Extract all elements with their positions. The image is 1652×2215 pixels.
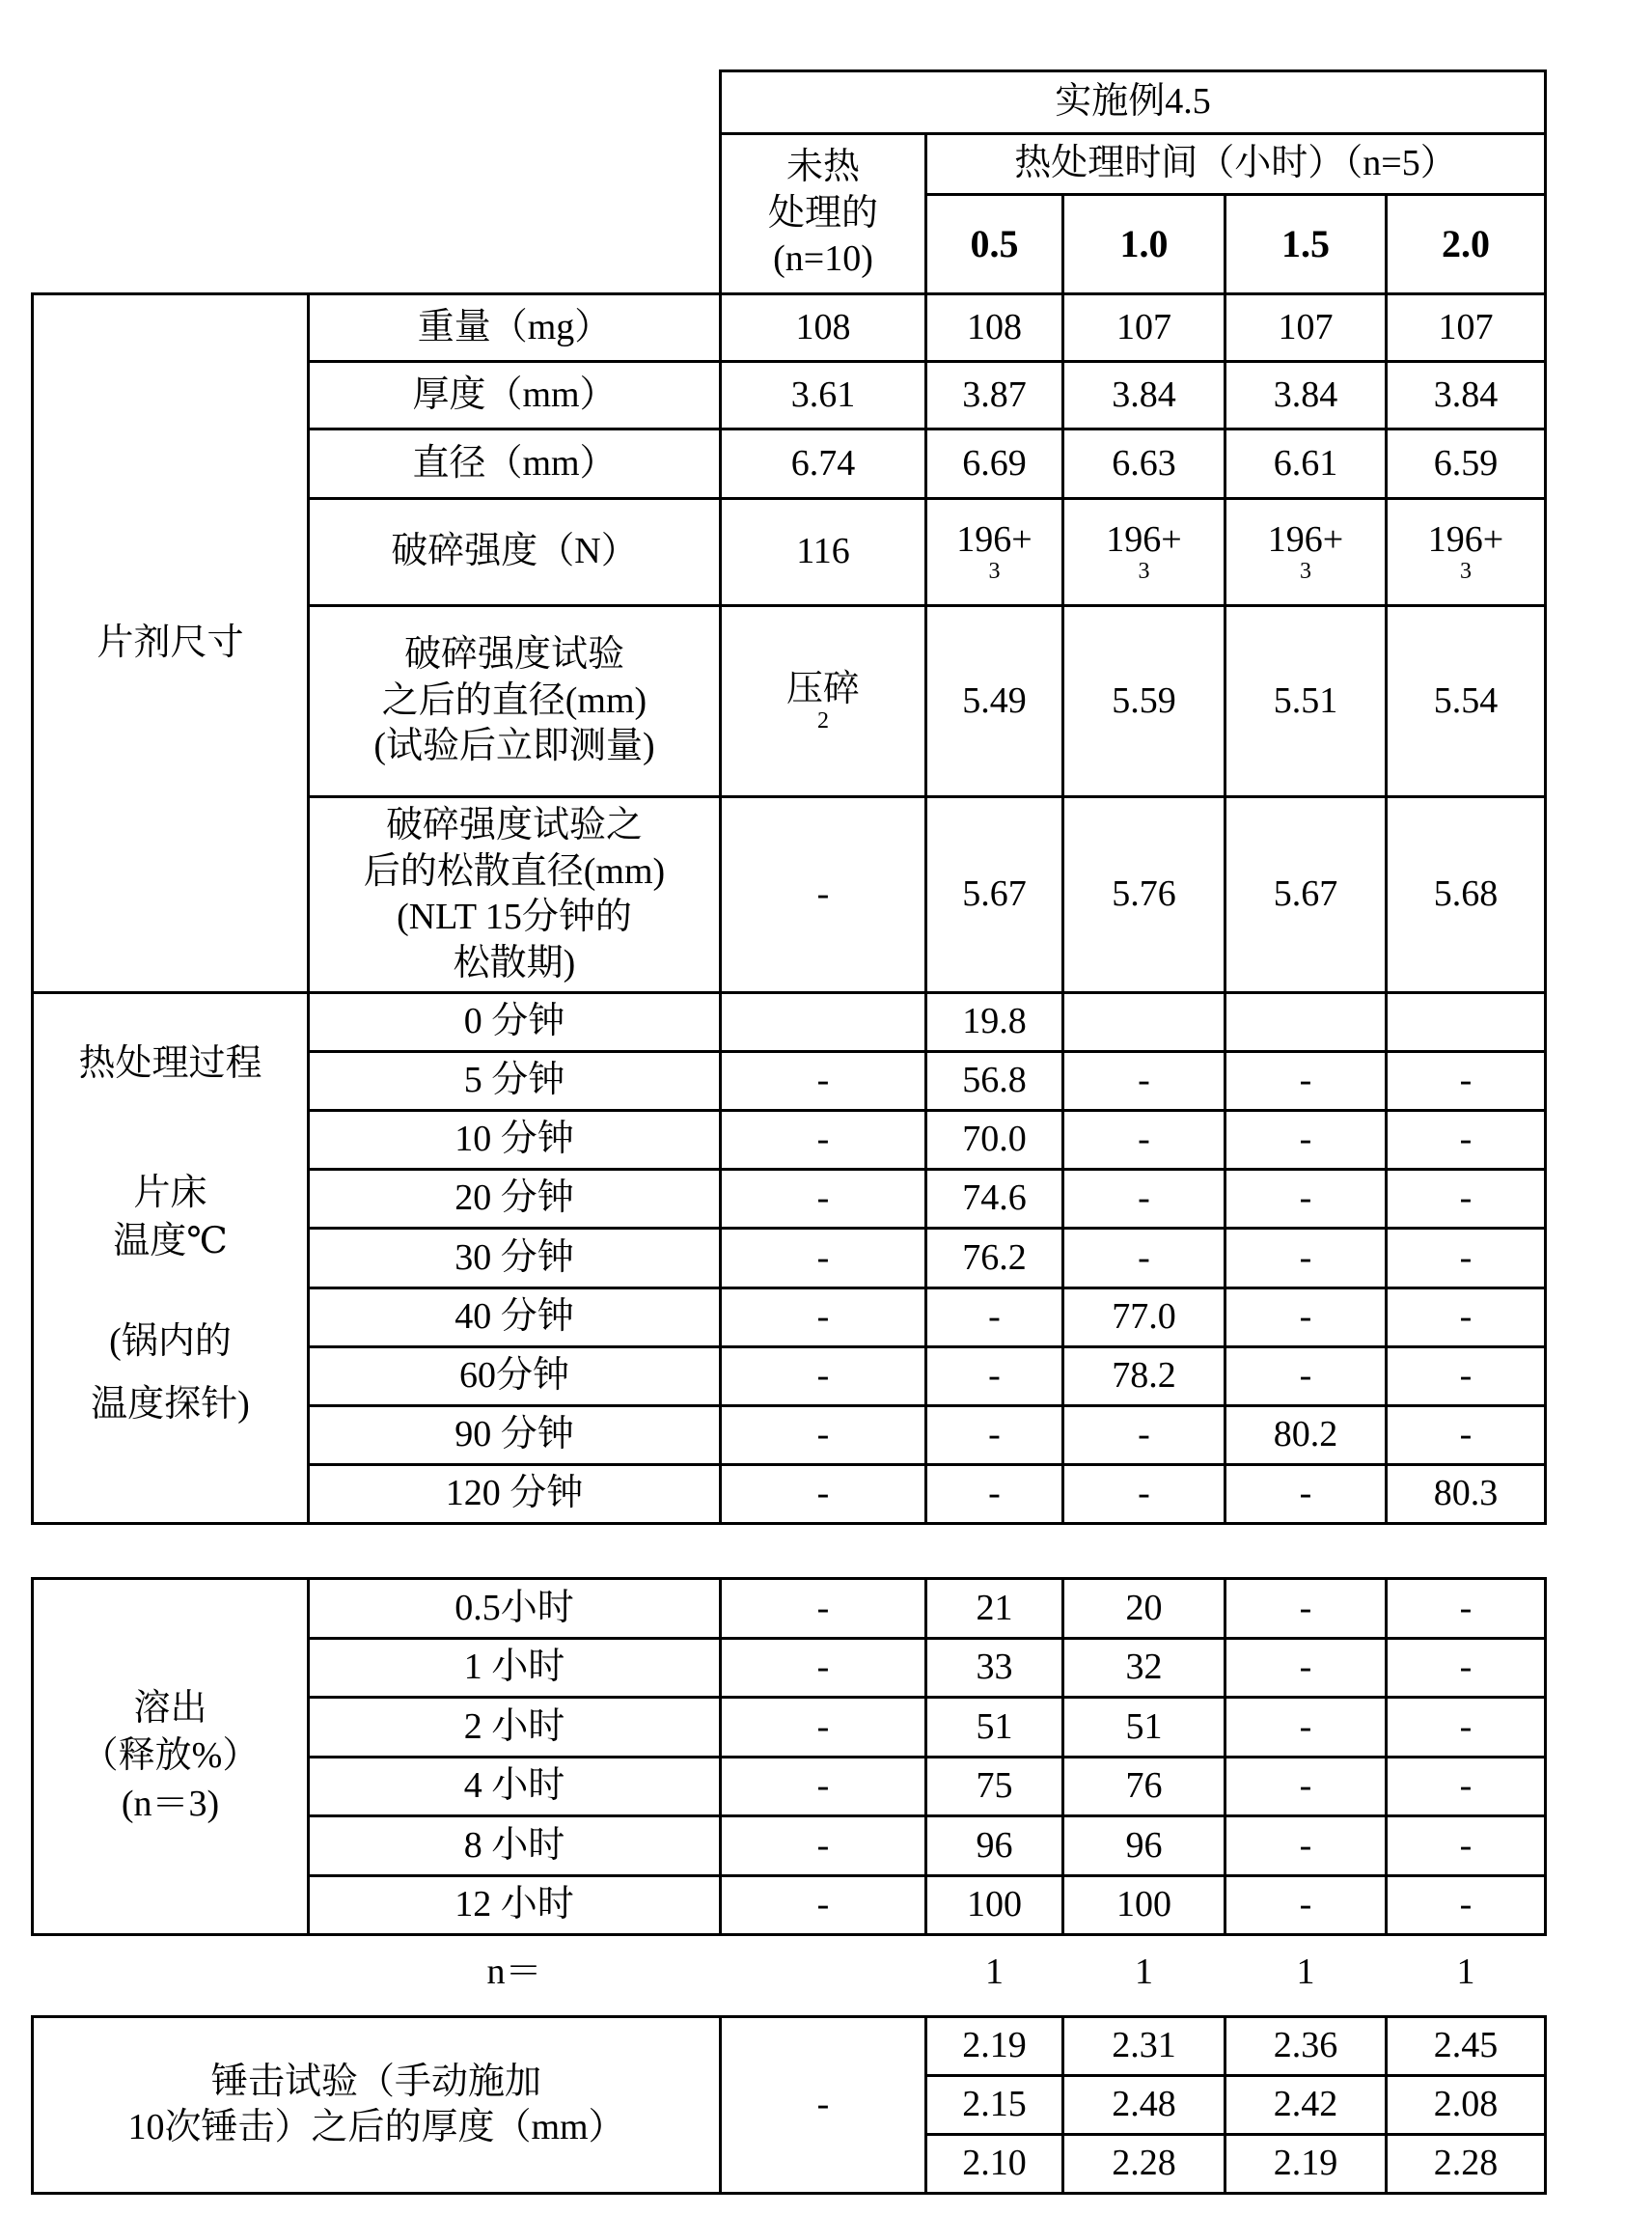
table-cell: 75 [924, 1756, 1064, 1817]
table-cell: - [1385, 1637, 1547, 1699]
table-cell: - [1224, 1109, 1388, 1171]
table-cell: - [1224, 1287, 1388, 1348]
table-cell: - [924, 1287, 1064, 1348]
table-cell: 51 [924, 1696, 1064, 1758]
table-cell: - [1224, 1168, 1388, 1230]
row-label: 破碎强度试验之 后的松散直径(mm) (NLT 15分钟的 松散期) [307, 795, 722, 994]
row-label: 破碎强度试验 之后的直径(mm) (试验后立即测量) [307, 604, 722, 798]
group-label-line: 片床 温度℃ [113, 1173, 228, 1261]
table-cell: 33 [924, 1637, 1064, 1699]
table-cell: - [924, 1345, 1064, 1407]
table-cell: 108 [719, 292, 927, 363]
table-cell: - [1385, 1287, 1547, 1348]
row-label: 90 分钟 [307, 1404, 722, 1466]
row-label: 60分钟 [307, 1345, 722, 1407]
group-label-dissolution: 溶出 （释放%） (n＝3) [31, 1577, 310, 1936]
table-cell: 5.49 [924, 604, 1064, 798]
table-cell: - [1385, 1814, 1547, 1877]
table-cell: - [1385, 1874, 1547, 1936]
table-cell: - [719, 795, 927, 994]
row-label: 4 小时 [307, 1756, 722, 1817]
table-cell: - [1061, 1050, 1226, 1112]
table-cell: - [1061, 1404, 1226, 1466]
hammer-test-label: 锤击试验（手动施加 10次锤击）之后的厚度（mm） [31, 2015, 722, 2195]
row-label: 直径（mm） [307, 428, 722, 500]
group-label-line: (锅内的 [109, 1321, 232, 1363]
table-cell: - [719, 1696, 927, 1758]
table-cell: - [719, 1814, 927, 1877]
row-label: 0 分钟 [307, 991, 722, 1053]
row-label: 10 分钟 [307, 1109, 722, 1171]
table-cell [1385, 991, 1547, 1053]
cell-value: 196+ [1267, 519, 1344, 560]
row-label: 0.5小时 [307, 1577, 722, 1640]
table-cell: 74.6 [924, 1168, 1064, 1230]
table-cell: 5.54 [1385, 604, 1547, 798]
table-cell [1224, 991, 1388, 1053]
table-cell: - [719, 1874, 927, 1936]
table-cell: 100 [924, 1874, 1064, 1936]
heat-time-column-1.0: 1.0 [1061, 193, 1226, 295]
footnote-marker: 3 [1460, 559, 1472, 584]
table-cell: - [1224, 1756, 1388, 1817]
table-cell: 2.42 [1224, 2074, 1388, 2136]
table-cell [1224, 497, 1388, 607]
table-cell: 96 [1061, 1814, 1226, 1877]
table-cell: - [1061, 1463, 1226, 1525]
row-label: 重量（mg） [307, 292, 722, 363]
table-cell: - [719, 1637, 927, 1699]
table-cell: - [1385, 1404, 1547, 1466]
n-value: 1 [1296, 1952, 1315, 1993]
table-cell: 80.2 [1224, 1404, 1388, 1466]
table-cell: - [1061, 1109, 1226, 1171]
table-cell: 2.45 [1385, 2015, 1547, 2077]
table-cell: 21 [924, 1577, 1064, 1640]
group-label-tablet-dimensions: 片剂尺寸 [31, 292, 310, 994]
table-cell: 100 [1061, 1874, 1226, 1936]
table-cell: - [1385, 1345, 1547, 1407]
table-cell [719, 991, 927, 1053]
table-cell: 116 [719, 497, 927, 607]
table-cell: 56.8 [924, 1050, 1064, 1112]
table-cell: 80.3 [1385, 1463, 1547, 1525]
row-label: 2 小时 [307, 1696, 722, 1758]
row-label: 120 分钟 [307, 1463, 722, 1525]
table-cell: - [719, 1345, 927, 1407]
table-cell: - [1385, 1168, 1547, 1230]
table-cell: 5.51 [1224, 604, 1388, 798]
table-cell: 108 [924, 292, 1064, 363]
row-label: 破碎强度（N） [307, 497, 722, 607]
table-cell: - [1385, 1756, 1547, 1817]
row-label: 40 分钟 [307, 1287, 722, 1348]
table-cell: 32 [1061, 1637, 1226, 1699]
table-cell [1385, 497, 1547, 607]
table-cell [719, 604, 927, 798]
table-cell [1061, 991, 1226, 1053]
footnote-marker: 3 [1138, 559, 1150, 584]
example-title: 实施例4.5 [719, 69, 1547, 135]
table-cell: 5.67 [924, 795, 1064, 994]
table-cell: 6.69 [924, 428, 1064, 500]
heat-time-column-1.5: 1.5 [1224, 193, 1388, 295]
table-cell: - [719, 1756, 927, 1817]
table-cell: 3.84 [1061, 360, 1226, 430]
table-cell: 51 [1061, 1696, 1226, 1758]
n-value: 1 [1456, 1952, 1475, 1993]
row-label: 8 小时 [307, 1814, 722, 1877]
table-cell: 77.0 [1061, 1287, 1226, 1348]
cell-value: 196+ [1427, 519, 1504, 560]
table-cell: - [1061, 1227, 1226, 1289]
heat-time-header: 热处理时间（小时）（n=5） [924, 132, 1547, 196]
heat-time-column-2.0: 2.0 [1385, 193, 1547, 295]
table-cell: 2.48 [1061, 2074, 1226, 2136]
table-cell: 3.61 [719, 360, 927, 430]
table-cell: 2.15 [924, 2074, 1064, 2136]
table-cell: - [719, 1463, 927, 1525]
row-label: 12 小时 [307, 1874, 722, 1936]
table-cell: 6.61 [1224, 428, 1388, 500]
table-cell: 5.76 [1061, 795, 1226, 994]
footnote-marker: 3 [988, 559, 1001, 584]
table-cell: 2.28 [1385, 2133, 1547, 2195]
group-label-line: 温度探针) [91, 1383, 250, 1425]
hammer-test-unheated-value: - [719, 2015, 927, 2195]
table-cell: - [1385, 1050, 1547, 1112]
table-cell: 2.08 [1385, 2074, 1547, 2136]
row-label: 30 分钟 [307, 1227, 722, 1289]
table-cell: 6.74 [719, 428, 927, 500]
cell-value: 196+ [1106, 519, 1182, 560]
table-cell: 5.59 [1061, 604, 1226, 798]
n-value: 1 [985, 1952, 1004, 1993]
table-cell: 2.31 [1061, 2015, 1226, 2077]
table-cell [1061, 497, 1226, 607]
table-cell: - [719, 1050, 927, 1112]
table-cell: - [719, 1168, 927, 1230]
table-cell: 3.84 [1385, 360, 1547, 430]
n-value: 1 [1135, 1952, 1153, 1993]
table-cell: 5.67 [1224, 795, 1388, 994]
n-label: n＝ [486, 1952, 542, 1993]
group-label-line: 热处理过程 [78, 1043, 262, 1084]
table-cell: 2.36 [1224, 2015, 1388, 2077]
table-cell: - [719, 1404, 927, 1466]
table-cell: - [1385, 1577, 1547, 1640]
table-cell: - [1224, 1637, 1388, 1699]
table-cell: - [1224, 1050, 1388, 1112]
table-cell: 96 [924, 1814, 1064, 1877]
row-label: 5 分钟 [307, 1050, 722, 1112]
table-cell: 2.28 [1061, 2133, 1226, 2195]
unheated-column-header: 未热 处理的 (n=10) [719, 132, 927, 295]
table-cell: - [1224, 1227, 1388, 1289]
table-cell: - [1224, 1577, 1388, 1640]
table-cell: 19.8 [924, 991, 1064, 1053]
footnote-marker: 2 [816, 707, 829, 734]
row-label: 1 小时 [307, 1637, 722, 1699]
table-cell: - [1061, 1168, 1226, 1230]
group-label-heat-process [31, 991, 310, 1525]
table-cell: 78.2 [1061, 1345, 1226, 1407]
table-cell: 2.19 [1224, 2133, 1388, 2195]
heat-time-column-0.5: 0.5 [924, 193, 1064, 295]
table-cell: - [719, 1577, 927, 1640]
table-cell: - [1224, 1463, 1388, 1525]
table-cell: 107 [1061, 292, 1226, 363]
table-cell: - [1224, 1345, 1388, 1407]
table-cell: 76 [1061, 1756, 1226, 1817]
table-cell: - [1385, 1227, 1547, 1289]
table-cell: 6.63 [1061, 428, 1226, 500]
table-cell: 70.0 [924, 1109, 1064, 1171]
table-cell: 5.68 [1385, 795, 1547, 994]
table-cell: - [719, 1109, 927, 1171]
table-cell: 3.84 [1224, 360, 1388, 430]
table-cell: - [1224, 1696, 1388, 1758]
table-cell: 76.2 [924, 1227, 1064, 1289]
table-cell: - [924, 1463, 1064, 1525]
footnote-marker: 3 [1300, 559, 1311, 584]
table-cell: 107 [1224, 292, 1388, 363]
cell-value: 196+ [956, 519, 1032, 560]
table-cell: 6.59 [1385, 428, 1547, 500]
table-cell: - [719, 1227, 927, 1289]
cell-value: 压碎 [785, 668, 860, 709]
table-cell: - [1385, 1696, 1547, 1758]
table-cell: 2.10 [924, 2133, 1064, 2195]
row-label: 厚度（mm） [307, 360, 722, 430]
table-cell: 107 [1385, 292, 1547, 363]
table-cell: 2.19 [924, 2015, 1064, 2077]
table-cell: - [924, 1404, 1064, 1466]
table-cell [924, 497, 1064, 607]
table-cell: - [1385, 1109, 1547, 1171]
table-cell: - [1224, 1874, 1388, 1936]
table-cell: - [719, 1287, 927, 1348]
table-cell: 20 [1061, 1577, 1226, 1640]
row-label: 20 分钟 [307, 1168, 722, 1230]
table-cell: - [1224, 1814, 1388, 1877]
table-cell: 3.87 [924, 360, 1064, 430]
